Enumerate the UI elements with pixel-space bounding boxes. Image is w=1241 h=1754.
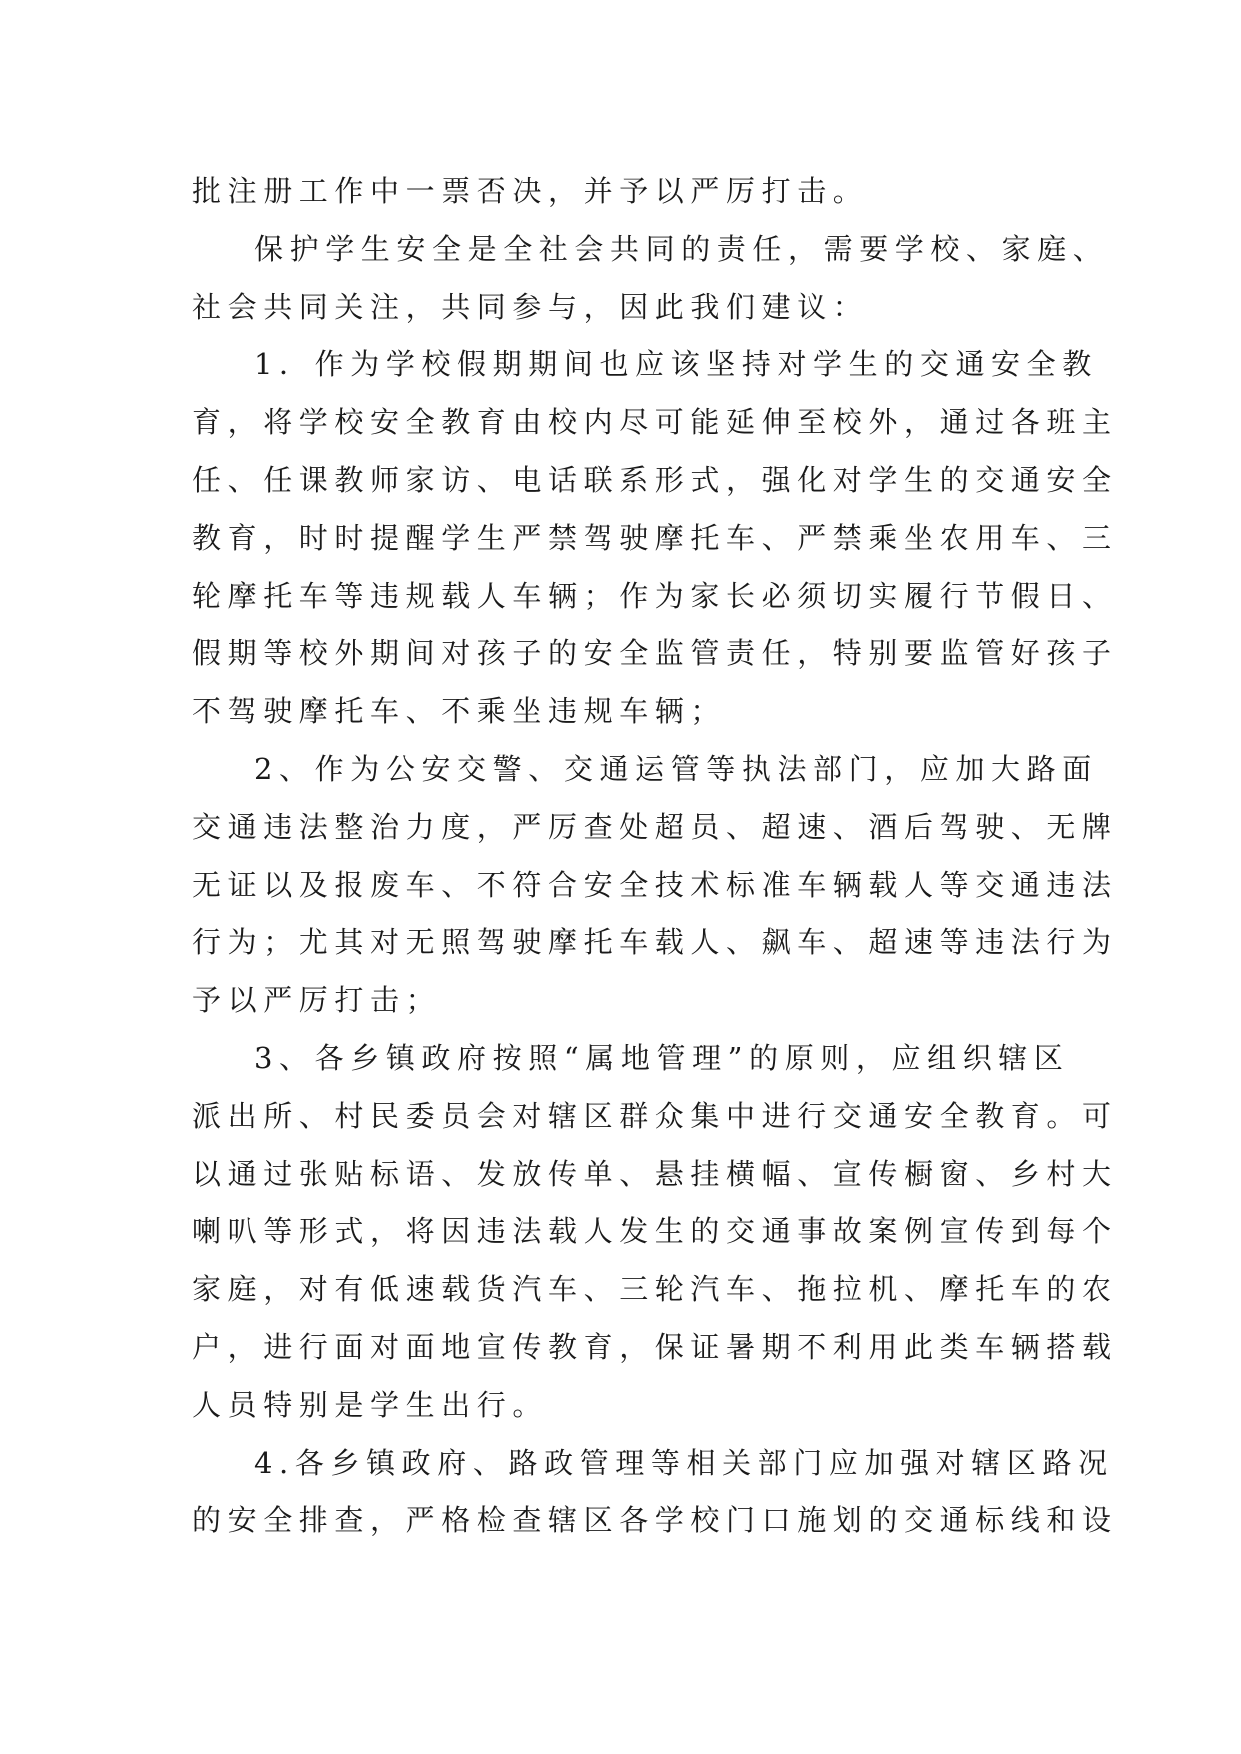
text-line: 批注册工作中一票否决，并予以严厉打击。 [192,174,869,208]
document-body [192,163,1118,1550]
text-line: 的安全排查，严格检查辖区各学校门口施划的交通标线和设 [192,1503,1118,1538]
text-line: 人员特别是学生出行。 [192,1387,549,1422]
text-line: 保护学生安全是全社会共同的责任，需要学校、家庭、 [254,231,1109,266]
text-line: 交通违法整治力度，严厉查处超员、超速、酒后驾驶、无牌 [192,809,1118,844]
text-line: 任、任课教师家访、电话联系形式，强化对学生的交通安全 [192,462,1118,497]
text-line: 育，将学校安全教育由校内尽可能延伸至校外，通过各班主 [192,405,1118,440]
text-line: 无证以及报废车、不符合安全技术标准车辆载人等交通违法 [192,867,1118,902]
text-line: 4.各乡镇政府、路政管理等相关部门应加强对辖区路况 [254,1445,1114,1480]
text-line: 派出所、村民委员会对辖区群众集中进行交通安全教育。可 [192,1098,1118,1133]
text-line: 2、作为公安交警、交通运管等执法部门，应加大路面 [254,751,1098,786]
text-line: 教育，时时提醒学生严禁驾驶摩托车、严禁乘坐农用车、三 [192,520,1118,555]
text-line: 户，进行面对面地宣传教育，保证暑期不利用此类车辆搭载 [192,1329,1118,1364]
text-line: 1．作为学校假期期间也应该坚持对学生的交通安全教 [254,347,1098,382]
text-line: 家庭，对有低速载货汽车、三轮汽车、拖拉机、摩托车的农 [192,1272,1118,1307]
text-line: 轮摩托车等违规载人车辆；作为家长必须切实履行节假日、 [192,578,1118,613]
text-line: 予以严厉打击； [192,983,442,1018]
text-line: 假期等校外期间对孩子的安全监管责任，特别要监管好孩子 [192,636,1118,671]
text-line: 社会共同关注，共同参与，因此我们建议： [192,289,869,324]
text-line: 3、各乡镇政府按照“属地管理”的原则，应组织辖区 [254,1040,1070,1075]
text-line: 以通过张贴标语、发放传单、悬挂横幅、宣传橱窗、乡村大 [192,1156,1118,1191]
text-line: 喇叭等形式，将因违法载人发生的交通事故案例宣传到每个 [192,1214,1118,1249]
text-line: 行为；尤其对无照驾驶摩托车载人、飙车、超速等违法行为 [192,925,1118,960]
text-line: 不驾驶摩托车、不乘坐违规车辆； [192,694,727,729]
